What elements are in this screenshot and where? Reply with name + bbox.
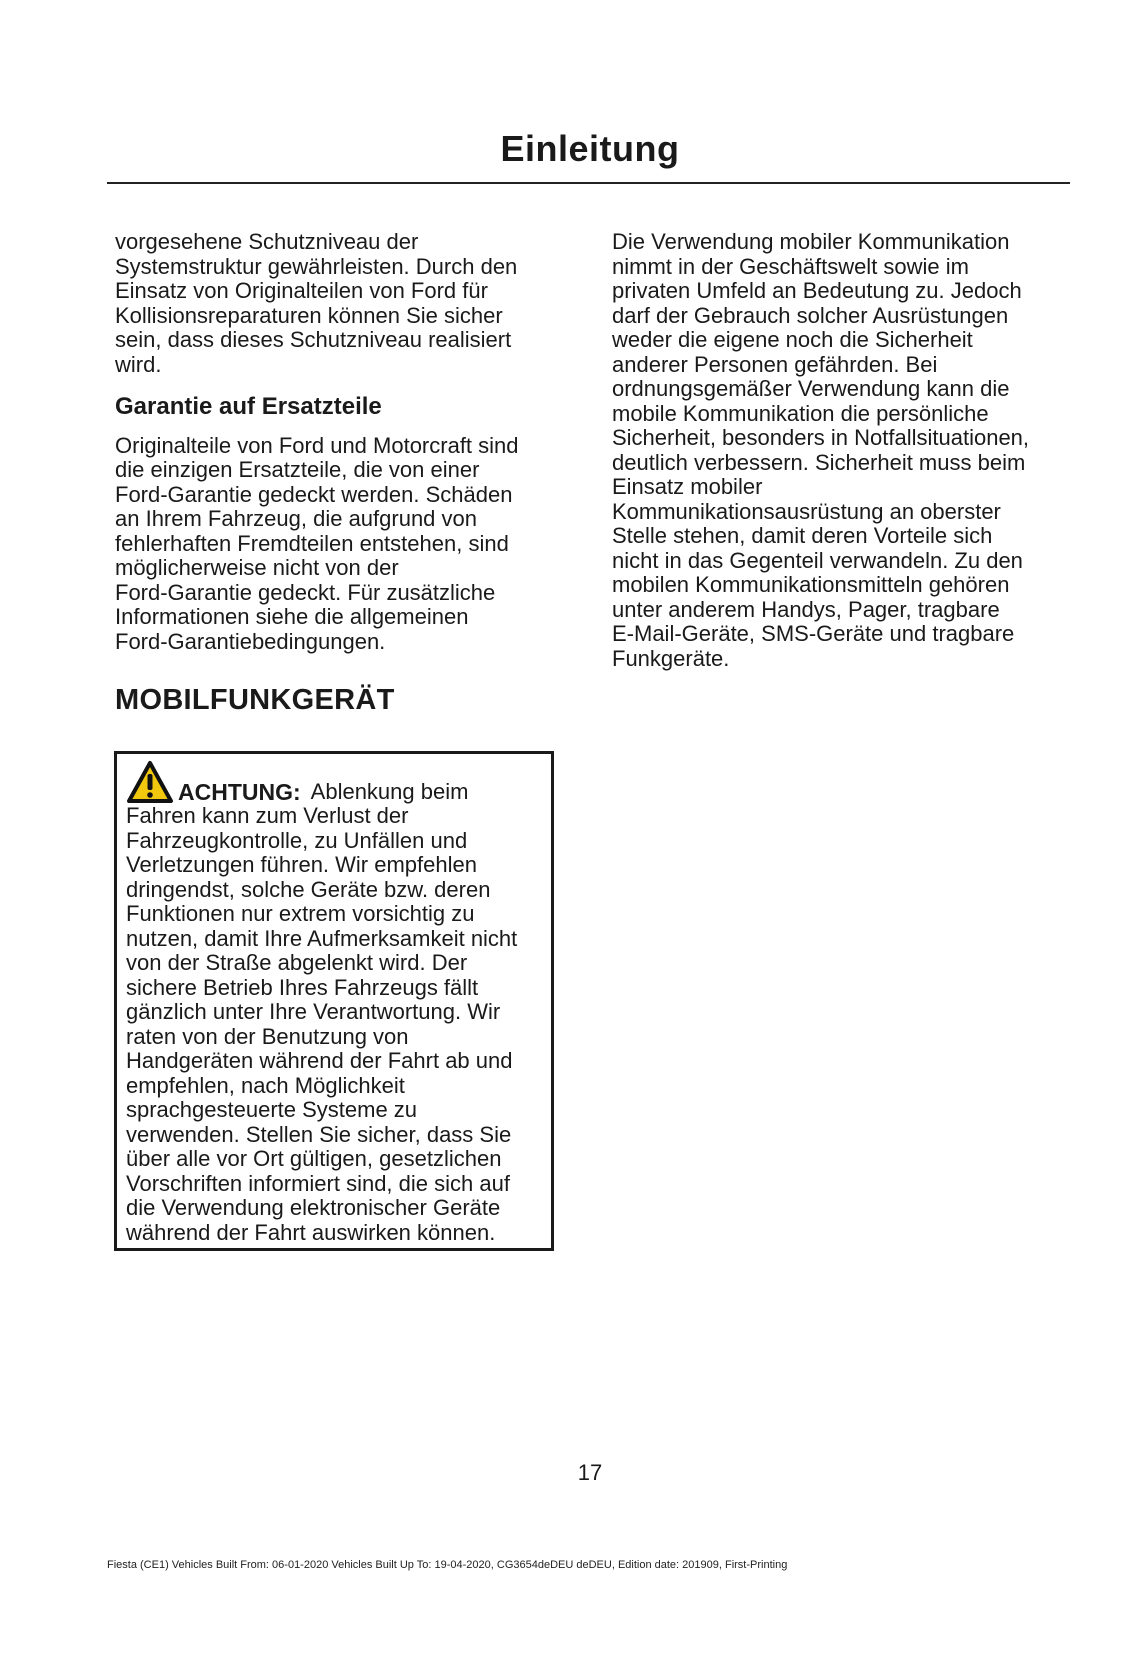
text-line: sein, dass dieses Schutzniveau realisiert [115, 327, 512, 352]
text-line: Systemstruktur gewährleisten. Durch den [115, 253, 518, 279]
warning-label: ACHTUNG: [178, 778, 301, 805]
text-line: vorgesehene Schutzniveau der [115, 229, 419, 254]
text-line: Fahren kann zum Verlust der [126, 803, 409, 828]
right-column [612, 230, 1072, 671]
text-line: Ford-Garantie gedeckt werden. Schäden [115, 481, 513, 507]
text-line: Informationen siehe die allgemeinen [115, 604, 469, 629]
text-line: Ablenkung beim [310, 778, 469, 804]
text-line: Originalteile von Ford und Motorcraft sind [115, 432, 519, 458]
text-line: weder die eigene noch die Sicherheit [612, 327, 973, 352]
text-line: die einzigen Ersatzteile, die von einer [115, 457, 480, 482]
page-footer: Fiesta (CE1) Vehicles Built From: 06-01-2020 Vehicles Built Up To: 19-04-2020, CG3654deDEU deDEU, Edition date: 201909, First-Printing [107, 1559, 788, 1571]
left-column [115, 229, 565, 716]
text-line: unter anderem Handys, Pager, tragbare [612, 596, 1000, 622]
text-line: raten von der Benutzung von [126, 1023, 409, 1049]
text-line: Einsatz von Originalteilen von Ford für [115, 278, 488, 303]
page-title: Einleitung [500, 128, 680, 169]
text-line: privaten Umfeld an Bedeutung zu. Jedoch [612, 278, 1022, 303]
text-line: Einsatz mobiler [612, 474, 763, 499]
text-line: von der Straße abgelenkt wird. Der [126, 950, 468, 975]
page-number: 17 [577, 1460, 603, 1485]
text-line: Verletzungen führen. Wir empfehlen [126, 852, 477, 877]
text-line: mobile Kommunikation die persönliche [612, 400, 989, 426]
text-line: sprachgesteuerte Systeme zu [126, 1097, 418, 1122]
text-line: nutzen, damit Ihre Aufmerksamkeit nicht [126, 925, 518, 951]
text-line: Ford-Garantie gedeckt. Für zusätzliche [115, 579, 496, 605]
text-line: dringendst, solche Geräte bzw. deren [126, 876, 491, 902]
text-line: Funkgeräte. [612, 645, 730, 671]
text-line: E-Mail-Geräte, SMS-Geräte und tragbare [612, 621, 1015, 646]
header-divider [107, 182, 1070, 184]
warranty-paragraph [115, 434, 565, 655]
text-line: verwenden. Stellen Sie sicher, dass Sie [126, 1121, 512, 1147]
warning-box [114, 751, 554, 1251]
text-line: sichere Betrieb Ihres Fahrzeugs fällt [126, 974, 479, 1000]
intro-paragraph [115, 230, 565, 377]
text-line: fehlerhaften Fremdteilen entstehen, sind [115, 530, 509, 556]
text-line: mobilen Kommunikationsmitteln gehören [612, 572, 1010, 597]
text-line: darf der Gebrauch solcher Ausrüstungen [612, 302, 1009, 328]
text-line: wird. [115, 351, 162, 377]
warning-header [126, 760, 551, 804]
text-line: Kollisionsreparaturen können Sie sicher [115, 302, 503, 328]
subheading-warranty: Garantie auf Ersatzteile [115, 393, 382, 420]
text-line: an Ihrem Fahrzeug, die aufgrund von [115, 506, 478, 531]
text-line: während der Fahrt auswirken können. [126, 1219, 496, 1245]
text-line: möglicherweise nicht von der [115, 555, 399, 580]
text-line: Sicherheit, besonders in Notfallsituationen, [612, 425, 1030, 450]
text-line: Ford-Garantiebedingungen. [115, 628, 386, 654]
text-line: die Verwendung elektronischer Geräte [126, 1195, 501, 1220]
text-line: deutlich verbessern. Sicherheit muss beim [612, 449, 1026, 475]
text-line: nicht in das Gegenteil verwandeln. Zu den [612, 547, 1023, 573]
text-line: Fahrzeugkontrolle, zu Unfällen und [126, 827, 468, 853]
text-line: Handgeräten während der Fahrt ab und [126, 1048, 513, 1073]
text-line: ordnungsgemäßer Verwendung kann die [612, 376, 1010, 401]
text-line: Vorschriften informiert sind, die sich auf [126, 1170, 510, 1196]
text-line: Stelle stehen, damit deren Vorteile sich [612, 523, 993, 548]
text-line: Die Verwendung mobiler Kommunikation [612, 229, 1010, 254]
mobile-communication-paragraph [612, 230, 1072, 671]
text-line: über alle vor Ort gültigen, gesetzlichen [126, 1146, 502, 1171]
text-line: empfehlen, nach Möglichkeit [126, 1072, 405, 1098]
text-line: Funktionen nur extrem vorsichtig zu [126, 901, 475, 926]
text-line: gänzlich unter Ihre Verantwortung. Wir [126, 999, 501, 1024]
text-line: anderer Personen gefährden. Bei [612, 351, 938, 377]
text-line: Kommunikationsausrüstung an oberster [612, 498, 1001, 524]
section-heading-mobile: MOBILFUNKGERÄT [115, 684, 395, 716]
text-line: nimmt in der Geschäftswelt sowie im [612, 253, 969, 279]
warning-triangle-icon [126, 760, 174, 804]
